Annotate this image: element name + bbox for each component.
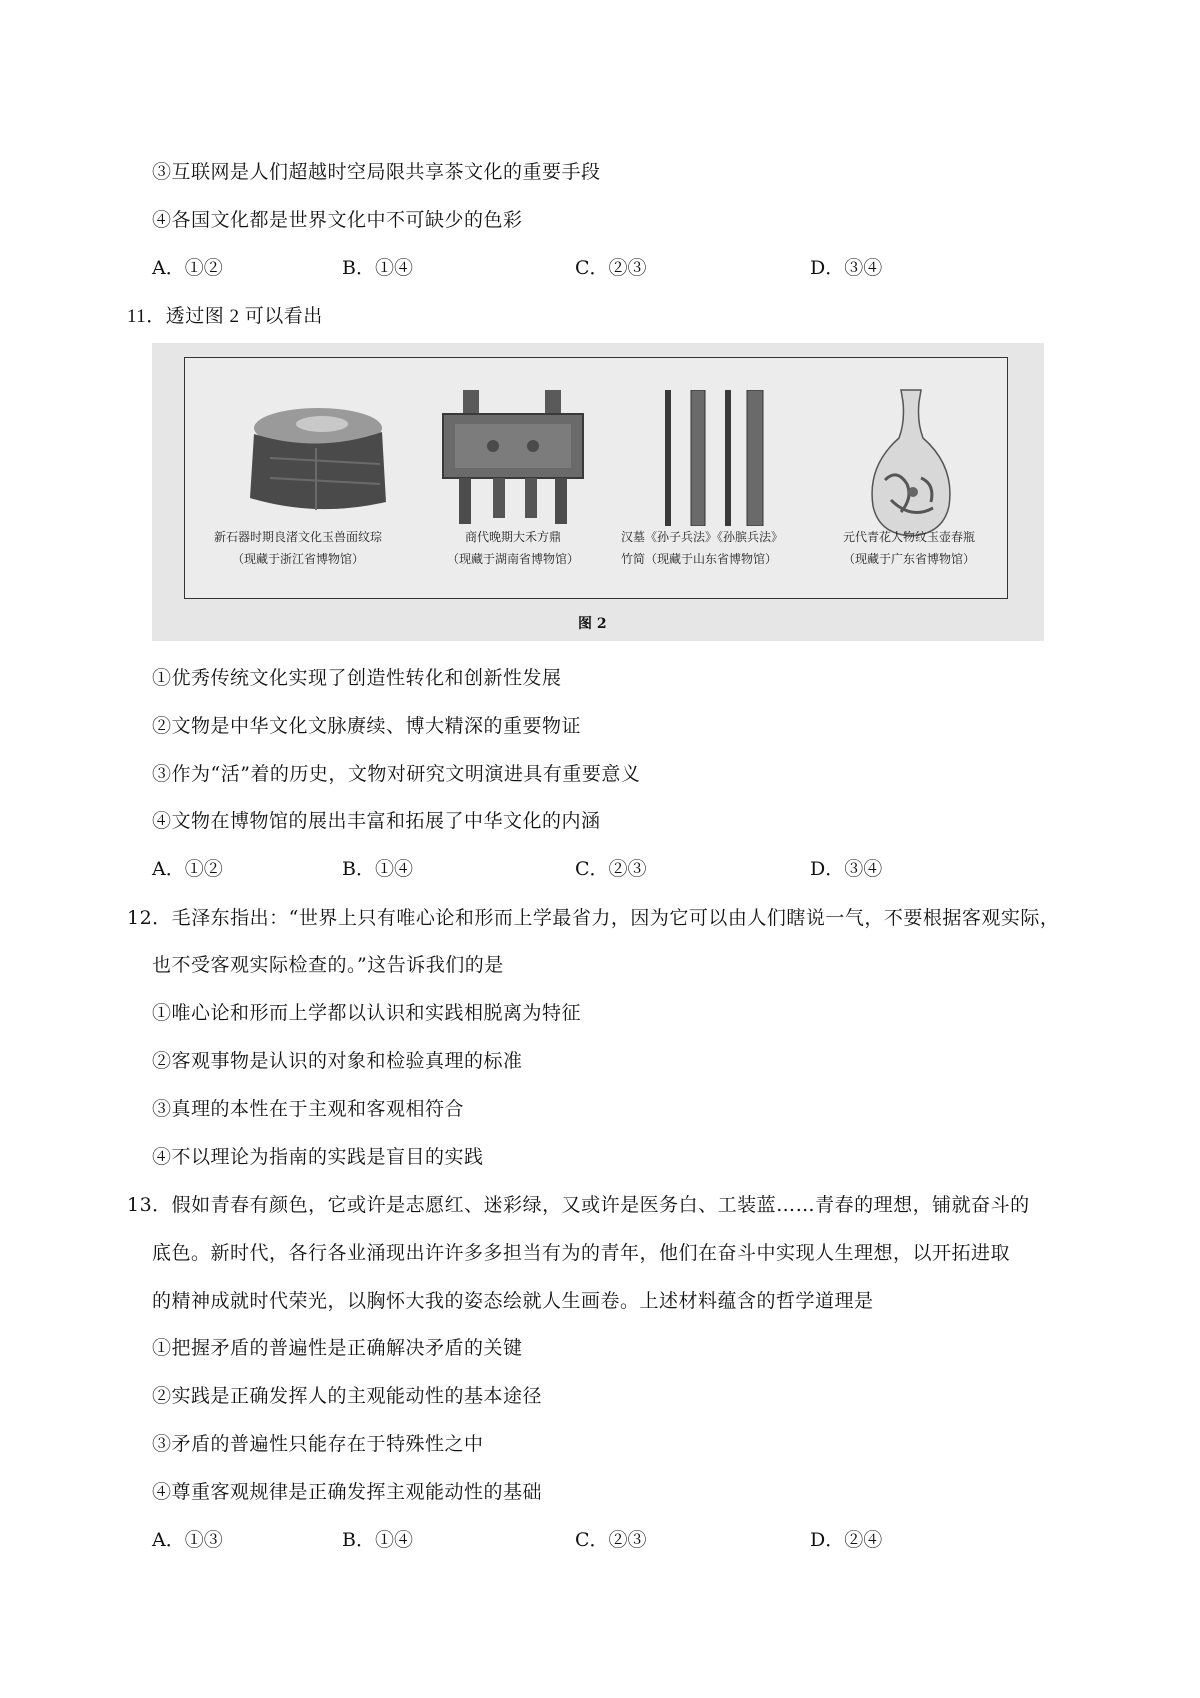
q10-options bbox=[152, 253, 1052, 279]
q12-stem-line2: 也不受客观实际检查的。”这告诉我们的是 bbox=[152, 954, 504, 976]
q11-options bbox=[152, 854, 1052, 880]
q10-option-b: B．①④ bbox=[342, 257, 413, 279]
q13-option-c: C．②③ bbox=[575, 1529, 647, 1551]
caption-porcelain-vase bbox=[811, 526, 1007, 570]
q13-option-a: A．①③ bbox=[152, 1529, 223, 1551]
q12-stem-line1: 12．毛泽东指出：“世界上只有唯心论和形而上学最省力，因为它可以由人们瞎说一气，不要根据客观实际， bbox=[127, 907, 1060, 929]
q13-option-d: D．②④ bbox=[810, 1529, 883, 1551]
q13-options bbox=[152, 1525, 1052, 1551]
caption-porcelain-vase-line1: 元代青花人物纹玉壶春瓶 bbox=[842, 530, 975, 544]
q11-item-2: ②文物是中华文化文脉赓续、博大精深的重要物证 bbox=[152, 715, 582, 737]
caption-bamboo-slips bbox=[621, 526, 821, 570]
q12-item-2: ②客观事物是认识的对象和检验真理的标准 bbox=[152, 1050, 523, 1072]
caption-bamboo-slips-line2: 竹简（现藏于山东省博物馆） bbox=[621, 552, 778, 566]
caption-bamboo-slips-line1: 汉墓《孙子兵法》《孙膑兵法》 bbox=[621, 530, 784, 544]
caption-porcelain-vase-line2: （现藏于广东省博物馆） bbox=[842, 552, 975, 566]
figure-label: 图 2 bbox=[578, 616, 607, 632]
porcelain-vase-image bbox=[861, 388, 961, 538]
q10-option-a: A．①② bbox=[152, 257, 223, 279]
caption-jade-cong-line2: （现藏于浙江省博物馆） bbox=[231, 552, 364, 566]
q13-item-1: ①把握矛盾的普遍性是正确解决矛盾的关键 bbox=[152, 1337, 523, 1359]
q13-item-4: ④尊重客观规律是正确发挥主观能动性的基础 bbox=[152, 1481, 543, 1503]
caption-bronze-ding-line2: （现藏于湖南省博物馆） bbox=[446, 552, 579, 566]
caption-bronze-ding-line1: 商代晚期大禾方鼎 bbox=[464, 530, 561, 544]
q11-stem: 11．透过图 2 可以看出 bbox=[127, 306, 323, 327]
q11-item-3: ③作为“活”着的历史，文物对研究文明演进具有重要意义 bbox=[152, 763, 641, 785]
q13-item-2: ②实践是正确发挥人的主观能动性的基本途径 bbox=[152, 1385, 543, 1407]
figure-2 bbox=[152, 343, 1044, 641]
q13-stem-line3: 的精神成就时代荣光，以胸怀大我的姿态绘就人生画卷。上述材料蕴含的哲学道理是 bbox=[152, 1290, 874, 1312]
jade-cong-image bbox=[240, 398, 390, 518]
bronze-ding-image bbox=[433, 388, 593, 528]
q13-item-3: ③矛盾的普遍性只能存在于特殊性之中 bbox=[152, 1433, 484, 1455]
q11-item-1: ①优秀传统文化实现了创造性转化和创新性发展 bbox=[152, 667, 562, 689]
q12-item-4: ④不以理论为指南的实践是盲目的实践 bbox=[152, 1146, 484, 1168]
q12-item-3: ③真理的本性在于主观和客观相符合 bbox=[152, 1098, 465, 1120]
q13-stem-line2: 底色。新时代，各行各业涌现出许许多多担当有为的青年，他们在奋斗中实现人生理想，以开拓进取 bbox=[152, 1242, 1011, 1264]
bamboo-slips-image bbox=[663, 390, 783, 526]
caption-bronze-ding bbox=[413, 526, 613, 570]
q11-option-c: C．②③ bbox=[575, 858, 647, 880]
q11-option-b: B．①④ bbox=[342, 858, 413, 880]
q10-option-d: D．③④ bbox=[810, 257, 883, 279]
q11-option-d: D．③④ bbox=[810, 858, 883, 880]
q11-item-4: ④文物在博物馆的展出丰富和拓展了中华文化的内涵 bbox=[152, 810, 601, 832]
caption-jade-cong bbox=[193, 526, 403, 570]
q12-item-1: ①唯心论和形而上学都以认识和实践相脱离为特征 bbox=[152, 1002, 582, 1024]
caption-jade-cong-line1: 新石器时期良渚文化玉兽面纹琮 bbox=[213, 530, 382, 544]
q13-option-b: B．①④ bbox=[342, 1529, 413, 1551]
q10-item-4: ④各国文化都是世界文化中不可缺少的色彩 bbox=[152, 209, 523, 231]
figure-frame bbox=[184, 357, 1008, 599]
q13-stem-line1: 13．假如青春有颜色，它或许是志愿红、迷彩绿，又或许是医务白、工装蓝……青春的理想，铺就奋斗的 bbox=[127, 1194, 1030, 1216]
q10-item-3: ③互联网是人们超越时空局限共享茶文化的重要手段 bbox=[152, 161, 601, 183]
q11-option-a: A．①② bbox=[152, 858, 223, 880]
q10-option-c: C．②③ bbox=[575, 257, 647, 279]
